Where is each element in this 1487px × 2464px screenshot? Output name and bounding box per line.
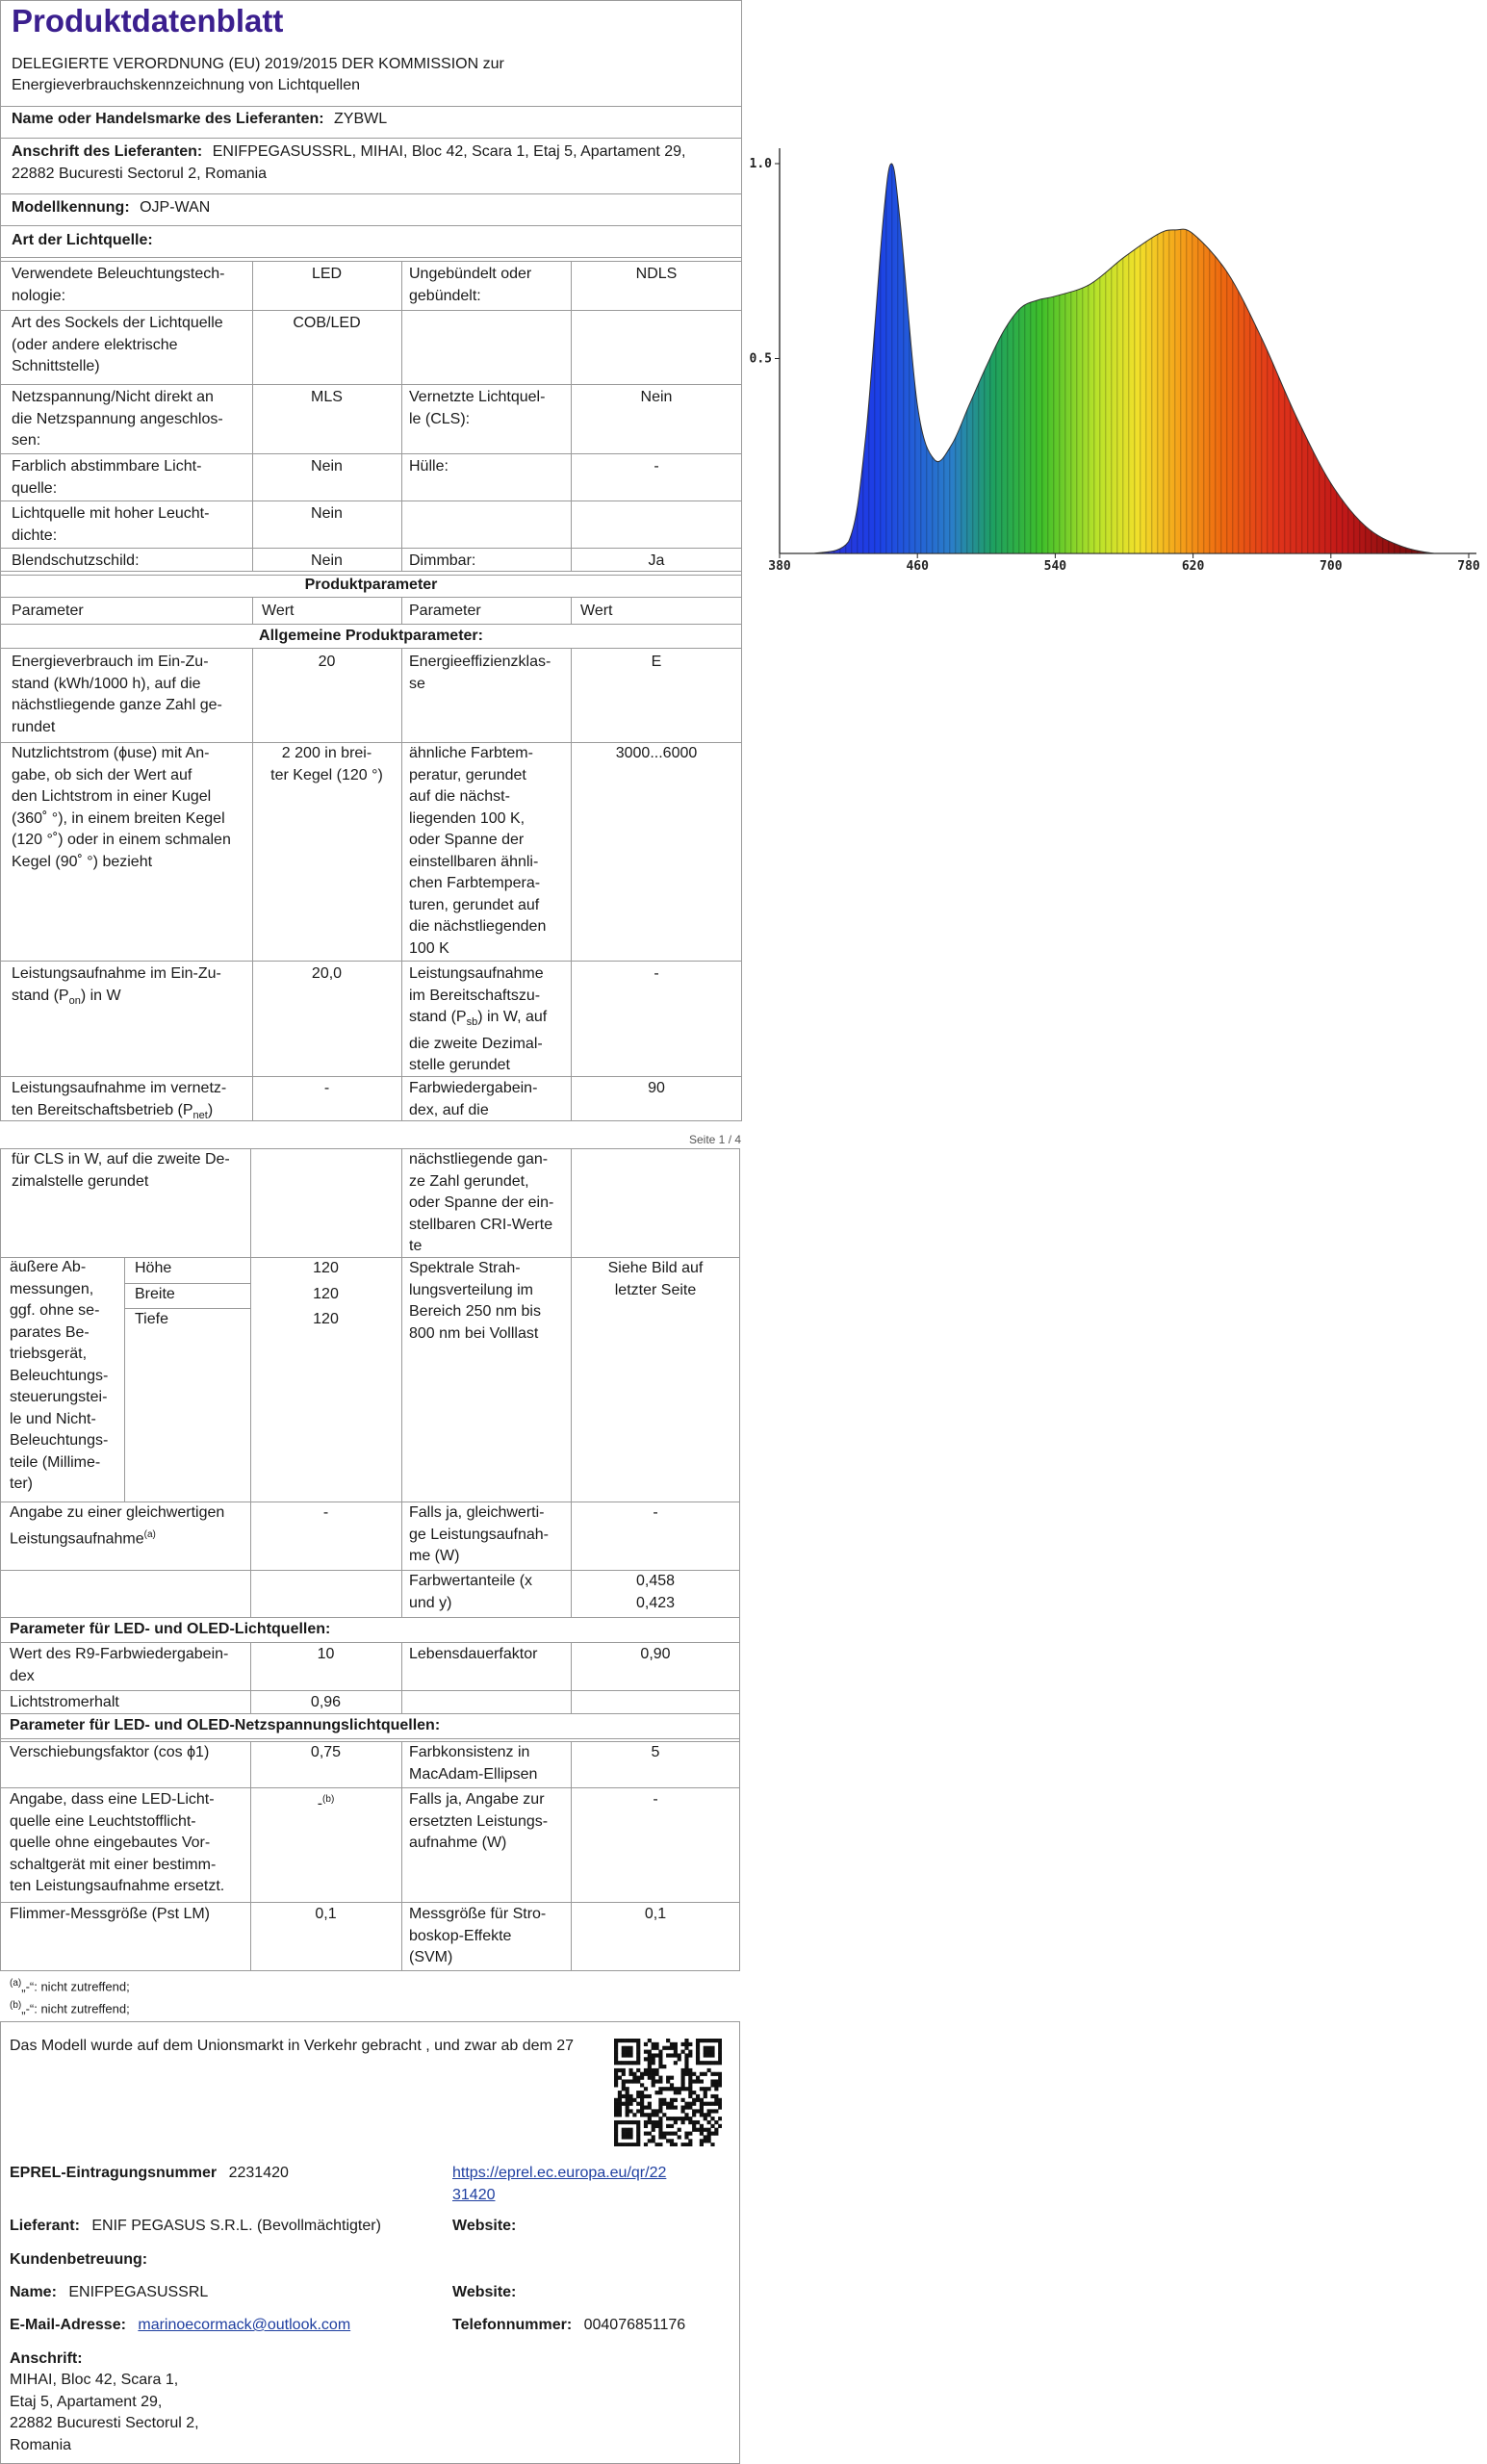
- flicker-label: Flimmer-Messgröße (Pst LM): [10, 1906, 211, 1922]
- website-label: Website:: [452, 2218, 517, 2234]
- light-source-value-5: Nein: [311, 552, 343, 569]
- fluorescent-replacement-label: Angabe, dass eine LED-Licht- quelle eine Leuchtstofflicht- quelle ohne eingebautes Vor- schaltgerät mit einer bestimm- ten Leistungsaufnahme ersetzt.: [10, 1791, 225, 1894]
- replaced-power-label: Falls ja, Angabe zur ersetzten Leistungs- aufnahme (W): [409, 1791, 549, 1851]
- light-source-label2-3: Hülle:: [409, 458, 449, 475]
- light-source-value2-2: Nein: [640, 389, 673, 405]
- supplier-address-line2: 22882 Bucuresti Sectorul 2, Romania: [12, 166, 268, 182]
- displacement-label: Verschiebungsfaktor (cos ϕ1): [10, 1744, 210, 1760]
- footer-supplier-value: ENIF PEGASUS S.R.L. (Bevollmächtigter): [91, 2218, 381, 2234]
- efficiency-class-value: E: [651, 654, 662, 670]
- phone-value: 004076851176: [583, 2317, 686, 2333]
- light-source-label-4: Lichtquelle mit hoher Leucht- dichte:: [12, 505, 210, 544]
- dim-height-label: Höhe: [135, 1260, 172, 1276]
- lifetime-factor-value: 0,90: [640, 1646, 671, 1662]
- product-params-heading: Produktparameter: [304, 577, 438, 593]
- light-source-value-0: LED: [311, 266, 343, 282]
- supplier-address-line1: ENIFPEGASUSSRL, MIHAI, Bloc 42, Scara 1, Etaj 5, Apartament 29,: [212, 143, 686, 160]
- energy-consumption-value: 20: [318, 654, 336, 670]
- lumen-maintenance-value: 0,96: [310, 1694, 342, 1710]
- lifetime-factor-label: Lebensdauerfaktor: [409, 1646, 538, 1662]
- y-tick-label: 0.5: [749, 351, 772, 367]
- cri-label-cont: nächstliegende gan- ze Zahl gerundet, oder Spanne der ein- stellbaren CRI-Werte te: [409, 1151, 554, 1254]
- lumen-maintenance-label: Lichtstromerhalt: [10, 1694, 119, 1710]
- page-title: Produktdatenblatt: [12, 3, 284, 38]
- y-tick-label: 1.0: [749, 157, 772, 171]
- mains-params-heading: Parameter für LED- und OLED-Netzspannungslichtquellen:: [10, 1717, 441, 1733]
- light-source-label-2: Netzspannung/Nicht direkt an die Netzspannung angeschlos- sen:: [12, 389, 223, 449]
- light-source-label2-5: Dimmbar:: [409, 552, 476, 569]
- dim-width-label: Breite: [135, 1286, 175, 1302]
- eprel-label: EPREL-Eintragungsnummer: [10, 2165, 218, 2181]
- spectrum-chart-container: [747, 135, 1487, 587]
- stroboscopic-label: Messgröße für Stro- boskop-Effekte (SVM): [409, 1906, 547, 1965]
- light-source-label-1: Art des Sockels der Lichtquelle (oder andere elektrische Schnittstelle): [12, 315, 223, 374]
- col-value-2: Wert: [580, 603, 613, 619]
- phone-label: Telefonnummer:: [452, 2317, 573, 2333]
- general-params-heading: Allgemeine Produktparameter:: [259, 628, 483, 644]
- service-name-value: ENIFPEGASUSSRL: [68, 2284, 209, 2300]
- light-source-label2-0: Ungebündelt oder gebündelt:: [409, 266, 532, 304]
- customer-service-label: Kundenbetreuung:: [10, 2251, 148, 2268]
- supplier-row: [10, 2216, 381, 2238]
- flicker-value: 0,1: [315, 1906, 337, 1922]
- eprel-row: [10, 2163, 289, 2185]
- x-tick-label: 460: [906, 559, 929, 574]
- chromaticity-value: 0,458 0,423: [635, 1573, 676, 1611]
- equivalent-power-value: -: [322, 1504, 329, 1521]
- footer-supplier-label: Lieferant:: [10, 2218, 80, 2234]
- x-tick-label: 540: [1043, 559, 1067, 574]
- spectral-value: Siehe Bild auf letzter Seite: [607, 1260, 704, 1298]
- supplier-name-label: Name oder Handelsmarke des Lieferanten:: [12, 111, 324, 127]
- color-consistency-label: Farbkonsistenz in MacAdam-Ellipsen: [409, 1744, 538, 1783]
- model-value: OJP-WAN: [140, 199, 211, 216]
- power-net-label: Leistungsaufnahme im vernetz- ten Bereitschaftsbetrieb $(P_{net})$: [12, 1080, 227, 1121]
- equivalent-power-label: Angabe zu einer gleichwertigen Leistungsaufnahme$^{(a)}$: [10, 1504, 225, 1547]
- footer-address-label: Anschrift:: [10, 2350, 83, 2367]
- light-source-value-4: Nein: [311, 505, 343, 522]
- power-standby-label: Leistungsaufnahme im Bereitschaftszu- stand $(P_{sb})$ in W, auf die zweite Dezimal- stelle gerundet: [409, 965, 548, 1074]
- light-source-label-3: Farblich abstimmbare Licht- quelle:: [12, 458, 202, 497]
- power-standby-value: -: [654, 965, 659, 982]
- power-net-label-cont: für CLS in W, auf die zweite De- zimalstelle gerundet: [12, 1151, 230, 1190]
- r9-value: 10: [317, 1646, 335, 1662]
- equivalent-power-right-label: Falls ja, gleichwerti- ge Leistungsaufnah- me (W): [409, 1504, 549, 1564]
- model-row: [12, 197, 210, 219]
- color-consistency-value: 5: [651, 1744, 660, 1760]
- page-number: Seite 1 / 4: [689, 1133, 742, 1146]
- light-source-heading: Art der Lichtquelle:: [12, 232, 153, 248]
- cct-label: ähnliche Farbtem- peratur, gerundet auf die nächst- liegenden 100 K, oder Spanne der einstellbaren ähnli- chen Farbtempera- turen, gerundet auf die nächstliegenden 100 K: [409, 745, 547, 957]
- email-row: [10, 2315, 350, 2337]
- light-source-value2-3: -: [654, 458, 659, 475]
- replaced-power-value: -: [653, 1791, 658, 1808]
- footer-address: MIHAI, Bloc 42, Scara 1, Etaj 5, Apartament 29, 22882 Bucuresti Sectorul 2, Romania: [10, 2372, 199, 2453]
- luminous-flux-value: 2 200 in brei- ter Kegel (120 °): [270, 745, 383, 783]
- service-name-label: Name:: [10, 2284, 57, 2300]
- x-tick-label: 780: [1457, 559, 1480, 574]
- cri-label-top: Farbwiedergabein- dex, auf die: [409, 1080, 538, 1118]
- energy-consumption-label: Energieverbrauch im Ein-Zu- stand (kWh/1000 h), auf die nächstliegende ganze Zahl ge- rundet: [12, 654, 222, 735]
- x-tick-label: 620: [1181, 559, 1205, 574]
- col-param-2: Parameter: [409, 603, 481, 619]
- luminous-flux-label: Nutzlichtstrom (ϕuse) mit An- gabe, ob sich der Wert auf den Lichtstrom in einer Kugel (360˚ °), in einem breiten Kegel (120 °˚) oder in einem schmalen Kegel (90˚ °) bezieht: [12, 745, 231, 870]
- light-source-label-5: Blendschutzschild:: [12, 552, 140, 569]
- service-name-row: [10, 2282, 208, 2304]
- supplier-address-label: Anschrift des Lieferanten:: [12, 143, 203, 160]
- displacement-value: 0,75: [310, 1744, 342, 1760]
- r9-label: Wert des R9-Farbwiedergabein- dex: [10, 1646, 229, 1684]
- stroboscopic-value: 0,1: [644, 1906, 667, 1922]
- cct-value: 3000...6000: [615, 745, 698, 761]
- col-value-1: Wert: [262, 603, 295, 619]
- x-tick-label: 700: [1320, 559, 1343, 574]
- dim-depth-label: Tiefe: [135, 1311, 168, 1327]
- email-link[interactable]: marinoecormack@outlook.com: [138, 2317, 351, 2333]
- phone-row: [452, 2315, 685, 2337]
- supplier-address-row: [12, 141, 685, 164]
- power-on-label: Leistungsaufnahme im Ein-Zu- stand $(P_{on})$ in W: [12, 965, 221, 1007]
- spectrum-chart: [747, 135, 1487, 587]
- efficiency-class-label: Energieeffizienzklas- se: [409, 654, 551, 692]
- chromaticity-label: Farbwertanteile (x und y): [409, 1573, 533, 1611]
- spectral-label: Spektrale Strah- lungsverteilung im Bereich 250 nm bis 800 nm bei Volllast: [409, 1260, 541, 1342]
- cri-value: 90: [648, 1080, 665, 1096]
- footnote-b: $^{(b)}$„-“: nicht zutreffend;: [10, 2000, 130, 2016]
- dim-height-value: 120: [313, 1260, 339, 1276]
- light-source-value2-5: Ja: [648, 552, 665, 569]
- eprel-value: 2231420: [228, 2165, 289, 2181]
- qr-code[interactable]: [614, 2039, 722, 2146]
- light-source-label2-2: Vernetzte Lichtquel- le (CLS):: [409, 389, 546, 427]
- supplier-name-value: ZYBWL: [334, 111, 388, 127]
- light-source-label-0: Verwendete Beleuchtungstech- nologie:: [12, 266, 225, 304]
- light-source-value-1: COB/LED: [293, 315, 361, 331]
- light-source-value2-0: NDLS: [635, 266, 678, 282]
- regulation-line-2: Energieverbrauchskennzeichnung von Lichtquellen: [12, 77, 361, 93]
- dim-depth-value: 120: [313, 1311, 339, 1327]
- regulation-line-1: DELEGIERTE VERORDNUNG (EU) 2019/2015 DER KOMMISSION zur: [12, 56, 504, 72]
- col-param-1: Parameter: [12, 603, 84, 619]
- power-on-value: 20,0: [311, 965, 343, 982]
- light-source-value-3: Nein: [311, 458, 343, 475]
- footnote-a: $^{(a)}$„-“: nicht zutreffend;: [10, 1978, 130, 1994]
- eprel-link[interactable]: https://eprel.ec.europa.eu/qr/22 31420: [452, 2165, 667, 2203]
- dim-width-value: 120: [313, 1286, 339, 1302]
- dimensions-label: äußere Ab- messungen, ggf. ohne se- parates Be- triebsgerät, Beleuchtungs- steuerungstei- le und Nicht- Beleuchtungs- teile (Millime- ter): [10, 1259, 109, 1492]
- market-text: Das Modell wurde auf dem Unionsmarkt in Verkehr gebracht , und zwar ab dem 27: [10, 2038, 575, 2054]
- x-tick-label: 380: [768, 559, 791, 574]
- led-params-heading: Parameter für LED- und OLED-Lichtquellen:: [10, 1621, 331, 1637]
- fluorescent-replacement-value: -$^{(b)}$: [317, 1794, 335, 1812]
- model-label: Modellkennung:: [12, 199, 130, 216]
- supplier-name-row: [12, 109, 387, 131]
- email-label: E-Mail-Adresse:: [10, 2317, 126, 2333]
- spectrum-stripes: [780, 164, 1469, 553]
- power-net-value: -: [323, 1080, 330, 1096]
- equivalent-power-right-value: -: [653, 1504, 658, 1521]
- website2-label: Website:: [452, 2284, 517, 2300]
- light-source-value-2: MLS: [311, 389, 343, 405]
